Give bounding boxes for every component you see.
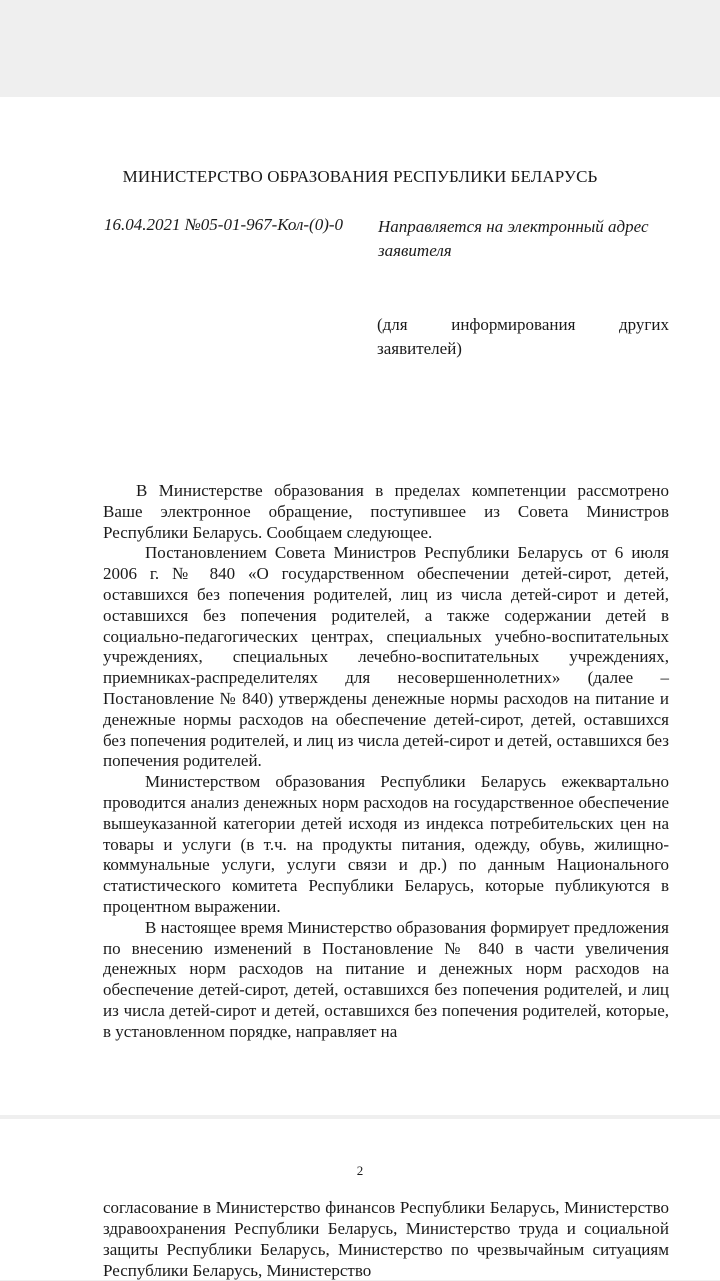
paragraph: В Министерстве образования в пределах компетенции рассмотрено Ваше электронное обращение, поступившее из Совета Министров Республики Беларусь. Сообщаем следующее.	[103, 481, 669, 542]
continuation-text: согласование в Министерство финансов Республики Беларусь, Министерство здравоохранения Республики Беларусь, Министерство труда и социальной защиты Республики Беларусь, Министерство по чрезвычайным ситуациям Республики Беларусь, Министерство	[103, 1198, 669, 1280]
letter-body	[103, 481, 669, 1043]
destination-note: Направляется на электронный адрес заявителя	[378, 217, 649, 260]
paragraph: Постановлением Совета Министров Республики Беларусь от 6 июля 2006 г. № 840 «О государственном обеспечении детей-сирот, детей, оставшихся без попечения родителей, лиц из числа детей-сирот и детей, оставшихся без попечения родителей, а также содержании детей в социально-педагогических центрах, специальных учебно-воспитательных учреждениях, специальных лечебно-воспитательных учреждениях, приемниках-распределителях для несовершеннолетних» (далее – Постановление № 840) утверждены денежные нормы расходов на питание и денежные нормы расходов на обеспечение детей-сирот, детей, оставшихся без попечения родителей, и лиц из числа детей-сирот и детей, оставшихся без попечения родителей.	[103, 543, 669, 771]
reference-number: 16.04.2021 №05-01-967-Кол-(0)-0	[104, 215, 344, 234]
info-note: (для информирования других заявителей)	[377, 315, 669, 358]
ministry-title: МИНИСТЕРСТВО ОБРАЗОВАНИЯ РЕСПУБЛИКИ БЕЛАРУСЬ	[122, 167, 598, 186]
document-page-2	[0, 1119, 720, 1280]
paragraph: Министерством образования Республики Беларусь ежеквартально проводится анализ денежных норм расходов на государственное обеспечение вышеуказанной категории детей исходя из индекса потребительских цен на товары и услуги (в т.ч. на продукты питания, одежду, обувь, жилищно-коммунальные услуги, услуги связи и др.) по данным Национального статистического комитета Республики Беларусь, которые публикуются в процентном выражении.	[103, 772, 669, 916]
page-number: 2	[356, 1163, 364, 1178]
paragraph: В настоящее время Министерство образования формирует предложения по внесению изменений в Постановление № 840 в части увеличения денежных норм расходов на питание и денежных норм расходов на обеспечение детей-сирот, детей, оставшихся без попечения родителей, и лиц из числа детей-сирот и детей, оставшихся без попечения родителей, которые, в установленном порядке, направляет на	[103, 917, 669, 1041]
document-page-1	[0, 97, 720, 1115]
